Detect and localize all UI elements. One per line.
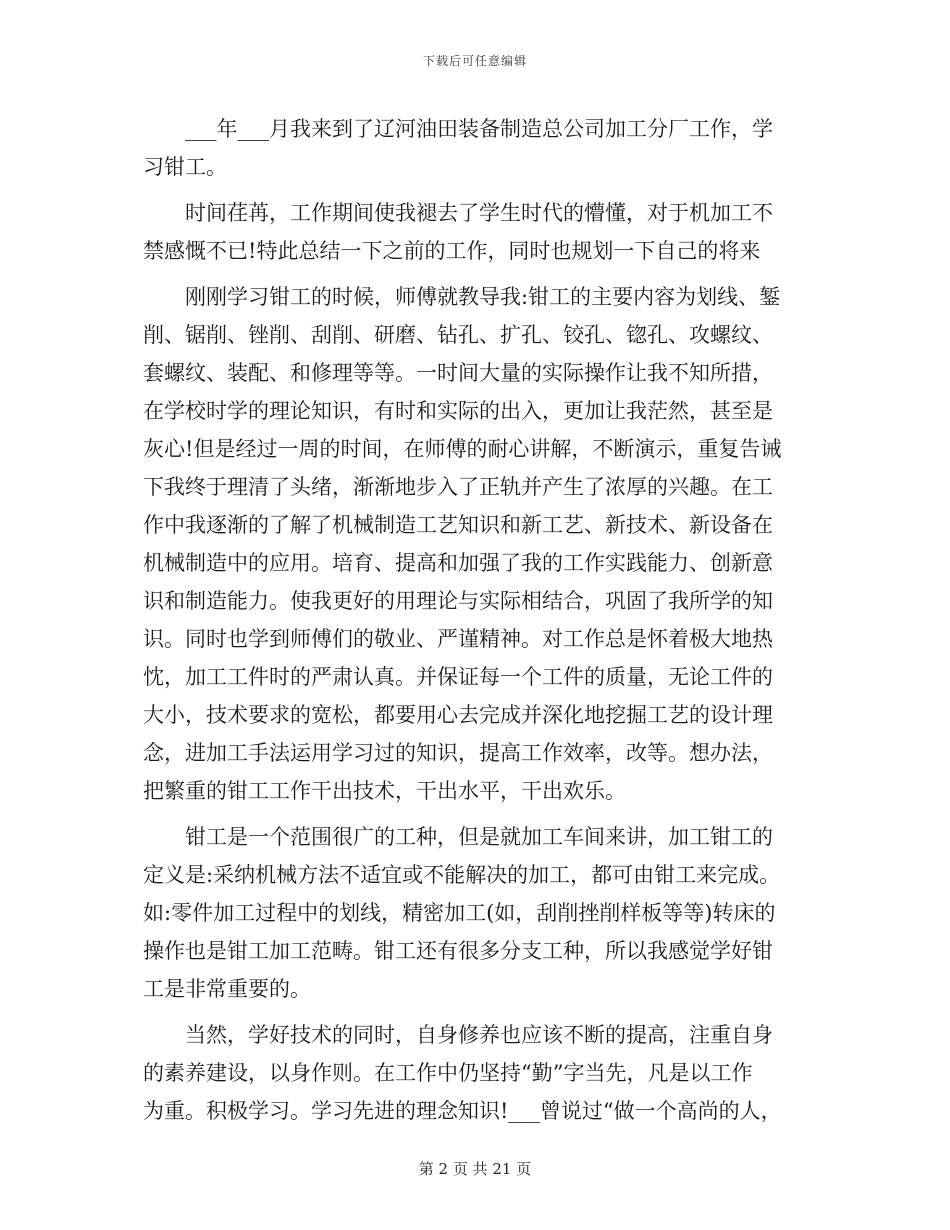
text-line: 钳工是一个范围很广的工种，但是就加工车间来讲，加工钳工的 (185, 825, 773, 849)
paragraph (143, 110, 807, 186)
text-line: 刚刚学习钳工的时候，师傅就教导我:钳工的主要内容为划线、錾 (185, 285, 781, 309)
text-line: 把繁重的钳工工作干出技术，干出水平，干出欢乐。 (143, 779, 626, 803)
text-line: 为重。积极学习。学习先进的理念知识!___曾说过“做一个高尚的人， (143, 1099, 782, 1123)
text-line: 当然，学好技术的同时，自身修养也应该不断的提高，注重自身 (185, 1023, 773, 1047)
text-line: 习钳工。 (143, 155, 227, 179)
text-line: 识和制造能力。使我更好的用理论与实际相结合，巩固了我所学的知 (143, 589, 773, 613)
page-header-note: 下载后可任意编辑 (422, 54, 527, 68)
text-line: 大小，技术要求的宽松，都要用心去完成并深化地挖掘工艺的设计理 (143, 703, 773, 727)
text-line: 的素养建设，以身作则。在工作中仍坚持“勤”字当先，凡是以工作 (143, 1061, 753, 1085)
text-line: 工是非常重要的。 (143, 977, 311, 1001)
text-line: 忱，加工工件时的严肃认真。并保证每一个工件的质量，无论工件的 (143, 665, 773, 689)
paragraph (143, 1016, 807, 1130)
paragraph (143, 194, 807, 270)
text-line: 识。同时也学到师傅们的敬业、严谨精神。对工作总是怀着极大地热 (143, 627, 773, 651)
text-line: 下我终于理清了头绪，渐渐地步入了正轨并产生了浓厚的兴趣。在工 (143, 475, 773, 499)
paragraph (143, 818, 807, 1008)
text-line: 在学校时学的理论知识，有时和实际的出入，更加让我茫然，甚至是 (143, 399, 773, 423)
text-line: 如:零件加工过程中的划线，精密加工(如，刮削挫削样板等等)转床的 (143, 901, 776, 925)
document-body (143, 110, 807, 1130)
text-line: 灰心!但是经过一周的时间，在师傅的耐心讲解，不断演示，重复告诫 (143, 437, 782, 461)
text-line: 禁感慨不已!特此总结一下之前的工作，同时也规划一下自己的将来 (143, 239, 761, 263)
text-line: 机械制造中的应用。培育、提高和加强了我的工作实践能力、创新意 (143, 551, 773, 575)
text-line: 定义是:采纳机械方法不适宜或不能解决的加工，都可由钳工来完成。 (143, 863, 781, 887)
text-line: 念，进加工手法运用学习过的知识，提高工作效率，改等。想办法， (143, 741, 773, 765)
text-line: ___年___月我来到了辽河油田装备制造总公司加工分厂工作，学 (185, 117, 773, 141)
text-line: 套螺纹、装配、和修理等等。一时间大量的实际操作让我不知所措， (143, 361, 773, 385)
paragraph (143, 278, 807, 810)
text-line: 时间荏苒，工作期间使我褪去了学生时代的懵懂，对于机加工不 (185, 201, 773, 225)
page-number: 第 2 页 共 21 页 (418, 1160, 532, 1178)
text-line: 削、锯削、锉削、刮削、研磨、钻孔、扩孔、铰孔、锪孔、攻螺纹、 (143, 323, 773, 347)
text-line: 作中我逐渐的了解了机械制造工艺知识和新工艺、新技术、新设备在 (143, 513, 773, 537)
text-line: 操作也是钳工加工范畴。钳工还有很多分支工种，所以我感觉学好钳 (143, 939, 773, 963)
